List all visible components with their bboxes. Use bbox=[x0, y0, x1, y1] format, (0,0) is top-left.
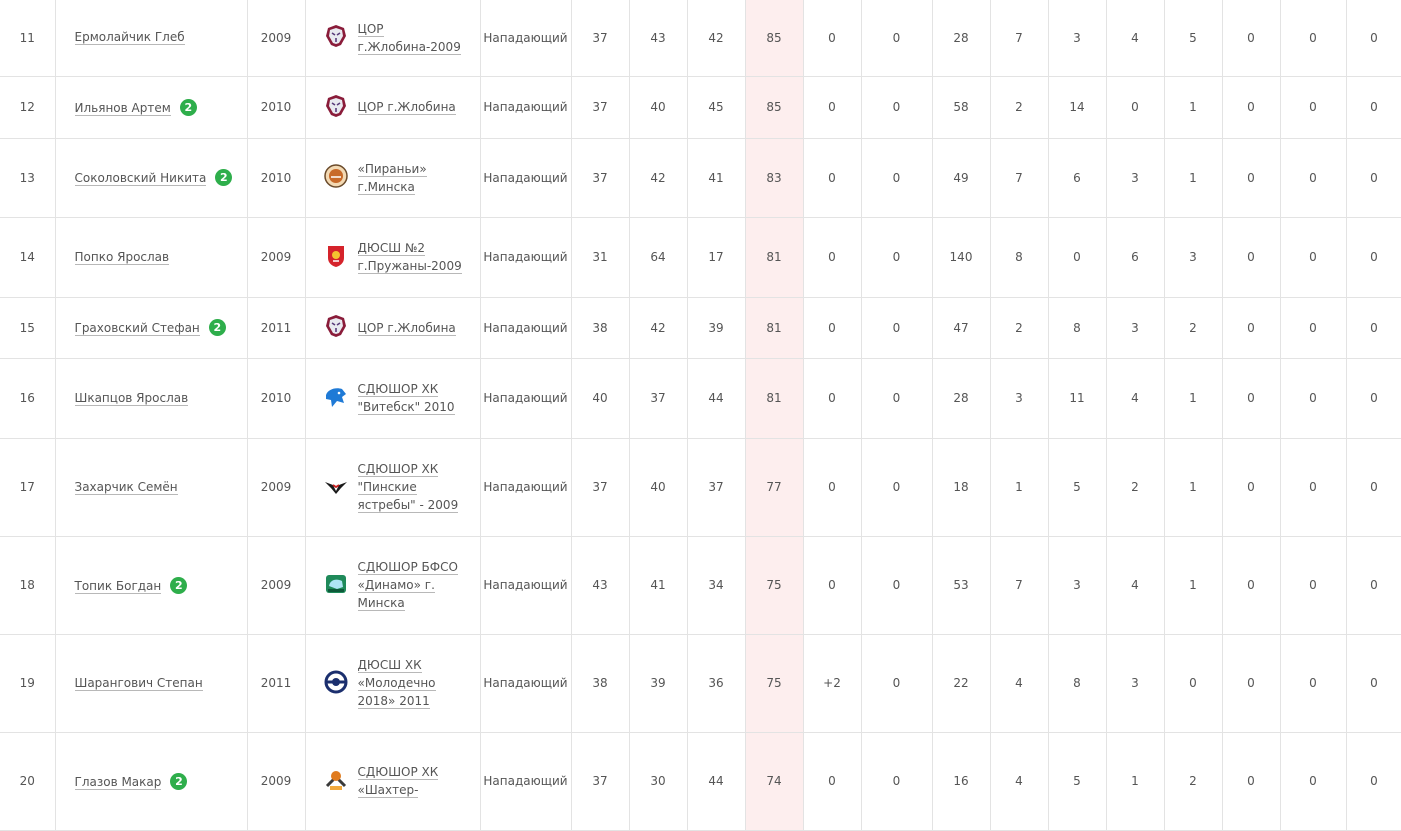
stat-cell-c2: 42 bbox=[629, 138, 687, 217]
stat-cell-c2: 42 bbox=[629, 297, 687, 358]
stat-cell-c9: 5 bbox=[1048, 732, 1106, 830]
stat-cell-c13: 0 bbox=[1280, 138, 1346, 217]
stat-cell-total: 85 bbox=[745, 76, 803, 138]
stat-cell-c5: 0 bbox=[803, 217, 861, 297]
stat-cell-c7: 47 bbox=[932, 297, 990, 358]
stat-cell-c9: 3 bbox=[1048, 0, 1106, 76]
player-name-cell bbox=[55, 732, 247, 830]
position-cell: Нападающий bbox=[480, 438, 571, 536]
stat-cell-c5: 0 bbox=[803, 0, 861, 76]
player-name-cell bbox=[55, 217, 247, 297]
rank-cell: 14 bbox=[0, 217, 55, 297]
player-badge: 2 bbox=[170, 577, 187, 594]
player-name-link[interactable]: Попко Ярослав bbox=[74, 249, 170, 264]
rank-cell: 16 bbox=[0, 358, 55, 438]
stat-cell-c5: 0 bbox=[803, 76, 861, 138]
stat-cell-c8: 7 bbox=[990, 138, 1048, 217]
stat-cell-c1: 38 bbox=[571, 634, 629, 732]
stat-cell-c6: 0 bbox=[861, 297, 932, 358]
birth-year-cell: 2010 bbox=[247, 76, 305, 138]
stat-cell-c3: 34 bbox=[687, 536, 745, 634]
team-name-line: г.Пружаны-2009 bbox=[357, 259, 462, 273]
stat-cell-c1: 43 bbox=[571, 536, 629, 634]
stat-cell-c5: 0 bbox=[803, 138, 861, 217]
stat-cell-c8: 4 bbox=[990, 634, 1048, 732]
stat-cell-c3: 45 bbox=[687, 76, 745, 138]
stat-cell-c8: 7 bbox=[990, 536, 1048, 634]
team-cell bbox=[305, 217, 480, 297]
stat-cell-c10: 4 bbox=[1106, 358, 1164, 438]
team-name-line: Минска bbox=[357, 596, 405, 610]
stat-cell-c3: 44 bbox=[687, 358, 745, 438]
stat-cell-c13: 0 bbox=[1280, 438, 1346, 536]
stat-cell-c14: 0 bbox=[1346, 536, 1401, 634]
stat-cell-c9: 0 bbox=[1048, 217, 1106, 297]
table-row bbox=[0, 732, 1401, 830]
team-cell bbox=[305, 0, 480, 76]
team-cell bbox=[305, 438, 480, 536]
birth-year-cell: 2011 bbox=[247, 634, 305, 732]
stat-cell-c2: 39 bbox=[629, 634, 687, 732]
team-link[interactable] bbox=[358, 558, 458, 612]
stat-cell-c8: 4 bbox=[990, 732, 1048, 830]
team-name-line: «Пираньи» bbox=[357, 161, 427, 176]
stat-cell-c3: 36 bbox=[687, 634, 745, 732]
stat-cell-c13: 0 bbox=[1280, 536, 1346, 634]
piranha-logo-icon bbox=[324, 164, 358, 191]
stat-cell-c7: 140 bbox=[932, 217, 990, 297]
team-cell bbox=[305, 138, 480, 217]
stat-cell-c5: 0 bbox=[803, 732, 861, 830]
stat-cell-c6: 0 bbox=[861, 217, 932, 297]
stat-cell-c2: 40 bbox=[629, 76, 687, 138]
stat-cell-c12: 0 bbox=[1222, 732, 1280, 830]
stat-cell-c2: 37 bbox=[629, 358, 687, 438]
stat-cell-c9: 8 bbox=[1048, 634, 1106, 732]
stat-cell-c5: 0 bbox=[803, 536, 861, 634]
stat-cell-c14: 0 bbox=[1346, 138, 1401, 217]
wolf-logo-icon bbox=[324, 24, 358, 51]
miner-logo-icon bbox=[324, 768, 358, 795]
stat-cell-c12: 0 bbox=[1222, 76, 1280, 138]
team-cell bbox=[305, 297, 480, 358]
team-name-line: «Динамо» г. bbox=[357, 578, 435, 592]
team-name-line: "Пинские bbox=[357, 480, 417, 494]
stat-cell-c7: 28 bbox=[932, 358, 990, 438]
stat-cell-c10: 3 bbox=[1106, 297, 1164, 358]
birth-year-cell: 2009 bbox=[247, 438, 305, 536]
stat-cell-c8: 2 bbox=[990, 297, 1048, 358]
stat-cell-c9: 14 bbox=[1048, 76, 1106, 138]
player-name-link[interactable]: Захарчик Семён bbox=[74, 479, 178, 494]
stat-cell-c9: 11 bbox=[1048, 358, 1106, 438]
stat-cell-c12: 0 bbox=[1222, 358, 1280, 438]
player-name-cell bbox=[55, 438, 247, 536]
stat-cell-c7: 58 bbox=[932, 76, 990, 138]
stat-cell-c9: 8 bbox=[1048, 297, 1106, 358]
wolf-logo-icon bbox=[324, 94, 358, 121]
position-cell: Нападающий bbox=[480, 358, 571, 438]
stat-cell-c13: 0 bbox=[1280, 297, 1346, 358]
stat-cell-c14: 0 bbox=[1346, 0, 1401, 76]
stat-cell-c3: 37 bbox=[687, 438, 745, 536]
player-name-cell bbox=[55, 358, 247, 438]
table-row bbox=[0, 76, 1401, 138]
position-cell: Нападающий bbox=[480, 732, 571, 830]
birth-year-cell: 2010 bbox=[247, 138, 305, 217]
ring-emblem-logo-icon bbox=[324, 670, 358, 697]
stat-cell-c14: 0 bbox=[1346, 634, 1401, 732]
player-name-cell bbox=[55, 76, 247, 138]
stat-cell-c1: 38 bbox=[571, 297, 629, 358]
stat-cell-c14: 0 bbox=[1346, 297, 1401, 358]
team-link[interactable] bbox=[358, 98, 456, 116]
stat-cell-c3: 44 bbox=[687, 732, 745, 830]
team-cell bbox=[305, 536, 480, 634]
stat-cell-total: 75 bbox=[745, 634, 803, 732]
stat-cell-c11: 2 bbox=[1164, 297, 1222, 358]
stat-cell-c6: 0 bbox=[861, 732, 932, 830]
shield-crest-logo-icon bbox=[324, 244, 358, 271]
table-row bbox=[0, 138, 1401, 217]
stat-cell-c10: 4 bbox=[1106, 0, 1164, 76]
stat-cell-total: 75 bbox=[745, 536, 803, 634]
stat-cell-c1: 37 bbox=[571, 438, 629, 536]
player-name-link[interactable]: Топик Богдан bbox=[74, 578, 162, 593]
stat-cell-c1: 37 bbox=[571, 0, 629, 76]
table-row bbox=[0, 438, 1401, 536]
stat-cell-c6: 0 bbox=[861, 0, 932, 76]
player-badge: 2 bbox=[170, 773, 187, 790]
player-name-link[interactable]: Соколовский Никита bbox=[74, 171, 207, 185]
stat-cell-c14: 0 bbox=[1346, 217, 1401, 297]
stat-cell-c11: 2 bbox=[1164, 732, 1222, 830]
team-cell bbox=[305, 358, 480, 438]
stat-cell-c7: 28 bbox=[932, 0, 990, 76]
stat-cell-c11: 1 bbox=[1164, 438, 1222, 536]
team-name-line: ястребы" - 2009 bbox=[357, 498, 459, 512]
stat-cell-c13: 0 bbox=[1280, 76, 1346, 138]
birth-year-cell: 2009 bbox=[247, 732, 305, 830]
birth-year-cell: 2009 bbox=[247, 536, 305, 634]
team-link[interactable] bbox=[358, 160, 427, 196]
stat-cell-c13: 0 bbox=[1280, 732, 1346, 830]
player-name-link[interactable]: Шарангович Степан bbox=[74, 675, 203, 690]
stat-cell-c13: 0 bbox=[1280, 358, 1346, 438]
stat-cell-c8: 3 bbox=[990, 358, 1048, 438]
position-cell: Нападающий bbox=[480, 138, 571, 217]
position-cell: Нападающий bbox=[480, 297, 571, 358]
rank-cell: 18 bbox=[0, 536, 55, 634]
rank-cell: 19 bbox=[0, 634, 55, 732]
team-name-line: ДЮСШ №2 bbox=[357, 241, 425, 255]
stat-cell-total: 85 bbox=[745, 0, 803, 76]
stat-cell-c7: 53 bbox=[932, 536, 990, 634]
stat-cell-c9: 6 bbox=[1048, 138, 1106, 217]
team-link[interactable] bbox=[358, 239, 462, 275]
player-name-cell bbox=[55, 634, 247, 732]
stat-cell-total: 83 bbox=[745, 138, 803, 217]
stat-cell-c14: 0 bbox=[1346, 438, 1401, 536]
position-cell: Нападающий bbox=[480, 634, 571, 732]
birth-year-cell: 2010 bbox=[247, 358, 305, 438]
stat-cell-c10: 3 bbox=[1106, 138, 1164, 217]
team-link[interactable] bbox=[358, 763, 439, 799]
team-name-line: ДЮСШ ХК bbox=[357, 658, 422, 672]
team-name-line: СДЮШОР ХК bbox=[357, 462, 439, 476]
table-row bbox=[0, 358, 1401, 438]
team-cell bbox=[305, 732, 480, 830]
player-name-link[interactable]: Ильянов Артем bbox=[74, 100, 171, 115]
birth-year-cell: 2011 bbox=[247, 297, 305, 358]
stat-cell-c12: 0 bbox=[1222, 634, 1280, 732]
bison-logo-icon bbox=[324, 572, 358, 599]
table-row bbox=[0, 0, 1401, 76]
team-link[interactable] bbox=[358, 460, 459, 514]
stat-cell-c11: 5 bbox=[1164, 0, 1222, 76]
team-cell bbox=[305, 634, 480, 732]
player-name-cell bbox=[55, 297, 247, 358]
stat-cell-c6: 0 bbox=[861, 438, 932, 536]
stat-cell-c7: 49 bbox=[932, 138, 990, 217]
stat-cell-total: 74 bbox=[745, 732, 803, 830]
team-name-line: г.Жлобина-2009 bbox=[357, 39, 461, 54]
position-cell: Нападающий bbox=[480, 76, 571, 138]
stat-cell-c8: 1 bbox=[990, 438, 1048, 536]
hawk-logo-icon bbox=[324, 474, 358, 501]
stat-cell-c1: 37 bbox=[571, 138, 629, 217]
player-name-cell bbox=[55, 0, 247, 76]
stat-cell-c8: 7 bbox=[990, 0, 1048, 76]
panther-logo-icon bbox=[324, 385, 358, 412]
stat-cell-c6: 0 bbox=[861, 358, 932, 438]
stat-cell-c14: 0 bbox=[1346, 732, 1401, 830]
rank-cell: 20 bbox=[0, 732, 55, 830]
position-cell: Нападающий bbox=[480, 0, 571, 76]
stat-cell-c12: 0 bbox=[1222, 217, 1280, 297]
stat-cell-c2: 41 bbox=[629, 536, 687, 634]
stat-cell-c10: 4 bbox=[1106, 536, 1164, 634]
team-name-line: 2018» 2011 bbox=[357, 694, 430, 708]
team-cell bbox=[305, 76, 480, 138]
stat-cell-c7: 18 bbox=[932, 438, 990, 536]
player-name-link[interactable]: Глазов Макар bbox=[74, 774, 162, 789]
player-badge: 2 bbox=[215, 169, 232, 186]
team-name-line: "Витебск" 2010 bbox=[357, 400, 455, 414]
stat-cell-c10: 2 bbox=[1106, 438, 1164, 536]
stat-cell-c14: 0 bbox=[1346, 76, 1401, 138]
stat-cell-c7: 16 bbox=[932, 732, 990, 830]
team-name-line: «Молодечно bbox=[357, 676, 436, 690]
team-name-line: «Шахтер- bbox=[357, 783, 419, 797]
stat-cell-c6: 0 bbox=[861, 634, 932, 732]
stat-cell-c3: 41 bbox=[687, 138, 745, 217]
team-link[interactable] bbox=[358, 656, 436, 710]
rank-cell: 15 bbox=[0, 297, 55, 358]
rank-cell: 13 bbox=[0, 138, 55, 217]
table-row bbox=[0, 536, 1401, 634]
stat-cell-c3: 42 bbox=[687, 0, 745, 76]
stat-cell-c11: 1 bbox=[1164, 76, 1222, 138]
stat-cell-c13: 0 bbox=[1280, 217, 1346, 297]
team-link[interactable] bbox=[358, 20, 461, 56]
stat-cell-c5: +2 bbox=[803, 634, 861, 732]
stat-cell-c12: 0 bbox=[1222, 438, 1280, 536]
stat-cell-c1: 40 bbox=[571, 358, 629, 438]
stat-cell-c5: 0 bbox=[803, 297, 861, 358]
stat-cell-c8: 8 bbox=[990, 217, 1048, 297]
stat-cell-c12: 0 bbox=[1222, 297, 1280, 358]
player-name-cell bbox=[55, 138, 247, 217]
stat-cell-c3: 39 bbox=[687, 297, 745, 358]
stat-cell-c1: 37 bbox=[571, 732, 629, 830]
player-name-link[interactable]: Граховский Стефан bbox=[74, 321, 200, 335]
team-name-line: ЦОР г.Жлобина bbox=[357, 320, 456, 335]
stat-cell-c12: 0 bbox=[1222, 138, 1280, 217]
wolf-logo-icon bbox=[324, 314, 358, 341]
team-name-line: СДЮШОР ХК bbox=[357, 382, 439, 396]
team-name-line: СДЮШОР ХК bbox=[357, 765, 439, 779]
player-badge: 2 bbox=[209, 319, 226, 336]
team-name-line: СДЮШОР БФСО bbox=[357, 560, 458, 574]
team-name-line: ЦОР bbox=[357, 21, 384, 36]
stat-cell-c12: 0 bbox=[1222, 536, 1280, 634]
team-name-line: г.Минска bbox=[357, 179, 415, 194]
stat-cell-c2: 43 bbox=[629, 0, 687, 76]
team-link[interactable] bbox=[358, 380, 455, 416]
stat-cell-c2: 64 bbox=[629, 217, 687, 297]
player-badge: 2 bbox=[180, 99, 197, 116]
table-row bbox=[0, 217, 1401, 297]
rank-cell: 12 bbox=[0, 76, 55, 138]
player-name-link[interactable]: Шкапцов Ярослав bbox=[74, 390, 189, 405]
stat-cell-c5: 0 bbox=[803, 438, 861, 536]
stat-cell-c10: 1 bbox=[1106, 732, 1164, 830]
position-cell: Нападающий bbox=[480, 217, 571, 297]
stat-cell-c3: 17 bbox=[687, 217, 745, 297]
stat-cell-total: 81 bbox=[745, 297, 803, 358]
stat-cell-c2: 30 bbox=[629, 732, 687, 830]
rank-cell: 17 bbox=[0, 438, 55, 536]
table-row bbox=[0, 297, 1401, 358]
player-name-cell bbox=[55, 536, 247, 634]
stat-cell-c9: 5 bbox=[1048, 438, 1106, 536]
stat-cell-total: 81 bbox=[745, 217, 803, 297]
stat-cell-c10: 3 bbox=[1106, 634, 1164, 732]
stat-cell-c2: 40 bbox=[629, 438, 687, 536]
table-row bbox=[0, 634, 1401, 732]
stat-cell-c11: 1 bbox=[1164, 536, 1222, 634]
stat-cell-c6: 0 bbox=[861, 76, 932, 138]
stat-cell-total: 81 bbox=[745, 358, 803, 438]
player-name-link[interactable]: Ермолайчик Глеб bbox=[74, 30, 185, 45]
rank-cell: 11 bbox=[0, 0, 55, 76]
stat-cell-c8: 2 bbox=[990, 76, 1048, 138]
stat-cell-c6: 0 bbox=[861, 536, 932, 634]
birth-year-cell: 2009 bbox=[247, 0, 305, 76]
team-link[interactable] bbox=[358, 319, 456, 337]
stat-cell-c11: 3 bbox=[1164, 217, 1222, 297]
birth-year-cell: 2009 bbox=[247, 217, 305, 297]
stat-cell-c7: 22 bbox=[932, 634, 990, 732]
stat-cell-c1: 31 bbox=[571, 217, 629, 297]
stat-cell-c13: 0 bbox=[1280, 634, 1346, 732]
stat-cell-c10: 6 bbox=[1106, 217, 1164, 297]
stat-cell-total: 77 bbox=[745, 438, 803, 536]
stat-cell-c5: 0 bbox=[803, 358, 861, 438]
stat-cell-c12: 0 bbox=[1222, 0, 1280, 76]
stat-cell-c1: 37 bbox=[571, 76, 629, 138]
stat-cell-c11: 0 bbox=[1164, 634, 1222, 732]
stat-cell-c11: 1 bbox=[1164, 138, 1222, 217]
stat-cell-c13: 0 bbox=[1280, 0, 1346, 76]
position-cell: Нападающий bbox=[480, 536, 571, 634]
team-name-line: ЦОР г.Жлобина bbox=[357, 100, 456, 114]
stat-cell-c14: 0 bbox=[1346, 358, 1401, 438]
stat-cell-c6: 0 bbox=[861, 138, 932, 217]
stat-cell-c11: 1 bbox=[1164, 358, 1222, 438]
stat-cell-c9: 3 bbox=[1048, 536, 1106, 634]
stat-cell-c10: 0 bbox=[1106, 76, 1164, 138]
